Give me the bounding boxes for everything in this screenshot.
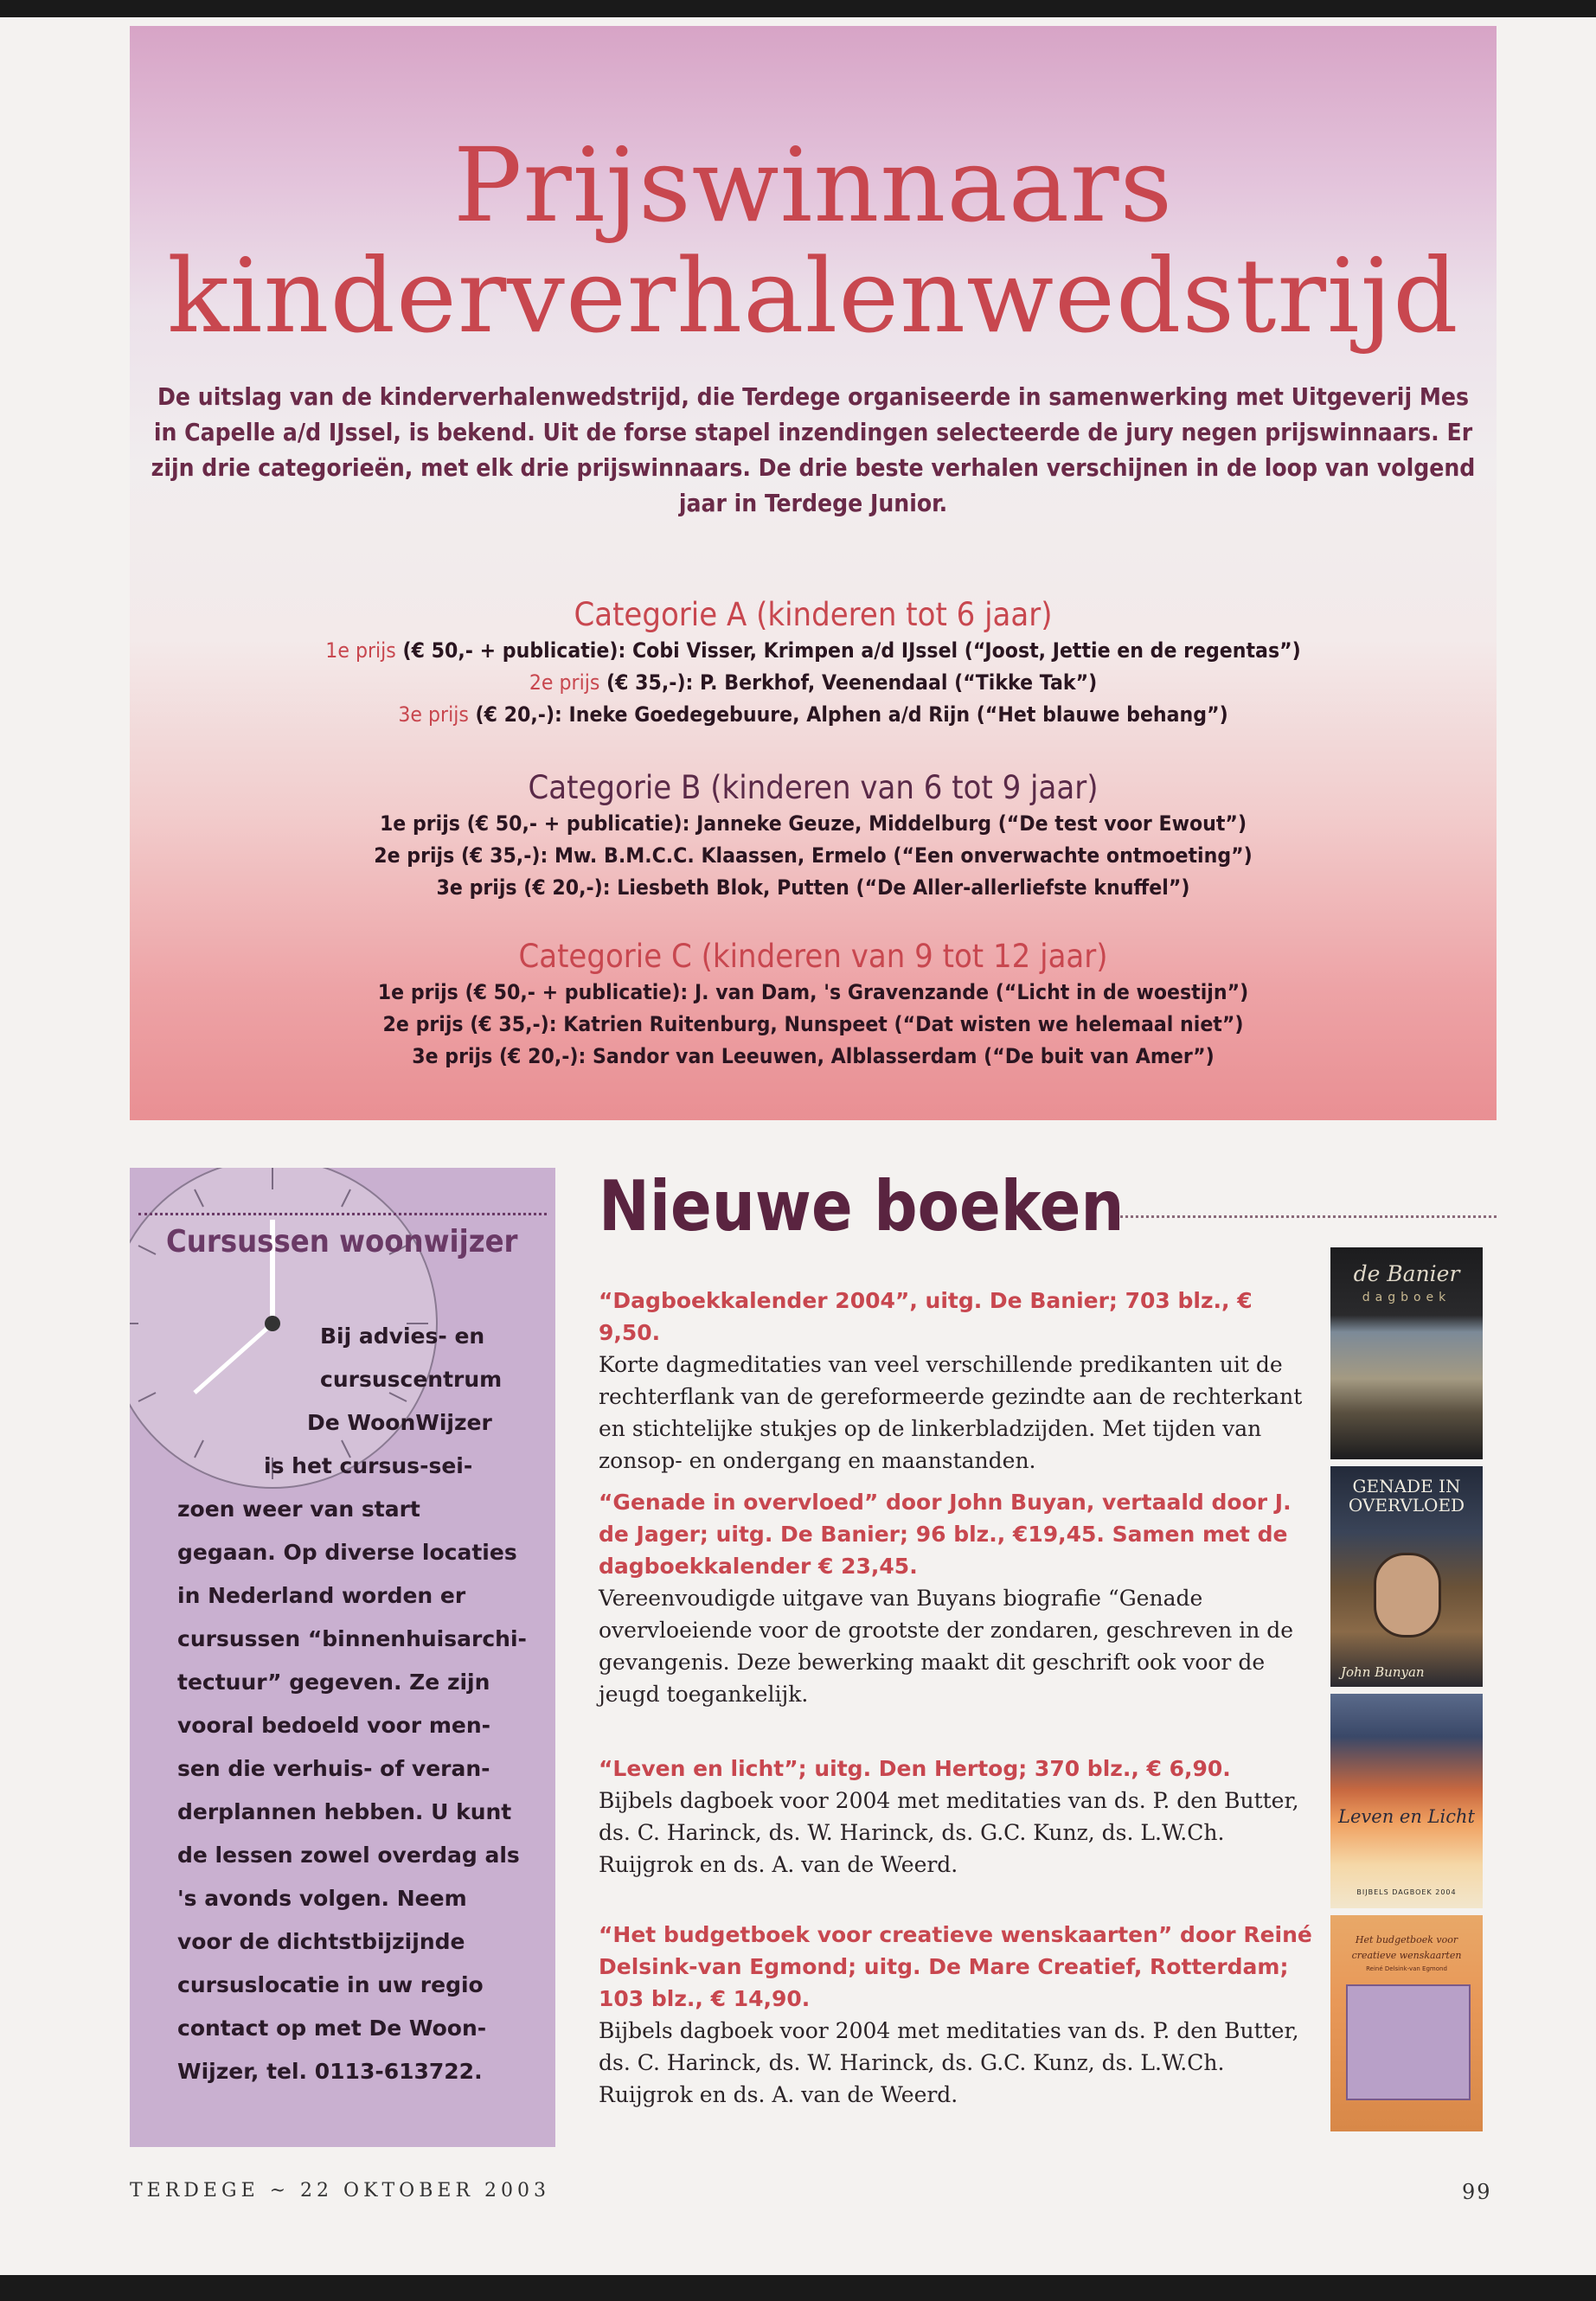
cover-title: GENADE IN: [1352, 1476, 1461, 1497]
prize-line: [184, 699, 1442, 731]
book-cover-genade: [1330, 1466, 1483, 1687]
prize-text: (€ 35,-): Mw. B.M.C.C. Klaassen, Ermelo (“Een onverwachte ontmoeting”): [454, 843, 1253, 868]
prize-line: [184, 1009, 1442, 1041]
category-heading: Categorie A (kinderen tot 6 jaar): [574, 596, 1053, 633]
prize-line: [184, 635, 1442, 667]
footer-publication: TERDEGE ~ 22 OKTOBER 2003: [130, 2180, 550, 2202]
prize-text: (€ 20,-): Liesbeth Blok, Putten (“De Aller-allerliefste knuffel”): [516, 875, 1190, 900]
sidebar-line: cursussen “binnenhuisarchi-: [177, 1626, 527, 1651]
prize-label: 3e prijs: [436, 875, 517, 900]
sidebar-line: sen die verhuis- of veran-: [177, 1756, 490, 1781]
book-title: “Dagboekkalender 2004”, uitg. De Banier; 703 blz., € 9,50.: [599, 1288, 1253, 1345]
prize-label: 1e prijs: [325, 638, 396, 663]
sidebar-line: cursuslocatie in uw regio: [177, 1972, 484, 1997]
sidebar-dotted-rule: [138, 1213, 547, 1215]
prize-label: 3e prijs: [398, 702, 469, 727]
bottom-border: [0, 2275, 1596, 2301]
cover-subtitle: dagboek: [1362, 1291, 1452, 1304]
sidebar-line: Bij advies- en: [320, 1324, 485, 1349]
prize-label: 3e prijs: [412, 1044, 493, 1068]
books-dotted-rule: [1120, 1215, 1497, 1218]
prize-text: (€ 50,- + publicatie): Cobi Visser, Krimpen a/d IJssel (“Joost, Jettie en de regentas”): [395, 638, 1301, 663]
sidebar-line: voor de dichtstbijzijnde: [177, 1929, 465, 1954]
prize-line: [184, 872, 1442, 904]
sidebar-line: vooral bedoeld voor men-: [177, 1713, 491, 1738]
books-heading: Nieuwe boeken: [599, 1166, 1125, 1247]
sidebar-line: is het cursus-sei-: [264, 1453, 473, 1478]
cover-title: Leven en Licht: [1338, 1806, 1475, 1827]
prize-label: 2e prijs: [374, 843, 455, 868]
sidebar-line: De WoonWijzer: [307, 1410, 492, 1435]
prize-text: (€ 20,-): Sandor van Leeuwen, Alblasserdam (“De buit van Amer”): [492, 1044, 1215, 1068]
sidebar-line: in Nederland worden er: [177, 1583, 466, 1608]
book-entry: [599, 1753, 1317, 1881]
prize-line: [184, 1041, 1442, 1073]
sidebar-line: derplannen hebben. U kunt: [177, 1799, 512, 1824]
cover-subtitle: BIJBELS DAGBOEK 2004: [1356, 1888, 1457, 1896]
cards-image: [1346, 1984, 1471, 2100]
cover-title: Het budgetboek voor: [1355, 1934, 1458, 1945]
book-description: Korte dagmeditaties van veel verschillende predikanten uit de rechterflank van de gereformeerde gezindte aan de rechterkant en stichtelijke stukjes op de linkerbladzijden. Met tijden van zonsop- en ondergang en maanstanden.: [599, 1352, 1303, 1473]
prize-text: (€ 50,- + publicatie): Janneke Geuze, Middelburg (“De test voor Ewout”): [459, 811, 1247, 836]
sidebar-line: de lessen zowel overdag als: [177, 1843, 520, 1868]
prize-line: [184, 667, 1442, 699]
page-title: [130, 125, 1497, 356]
sidebar-line: gegaan. Op diverse locaties: [177, 1540, 517, 1565]
book-entry: [599, 1486, 1317, 1710]
book-description: Bijbels dagboek voor 2004 met meditaties van ds. P. den Butter, ds. C. Harinck, ds. W. Harinck, ds. G.C. Kunz, ds. L.W.Ch. Ruijgrok en ds. A. van de Weerd.: [599, 2018, 1299, 2107]
book-entry: [599, 1285, 1317, 1477]
prize-label: 1e prijs: [377, 980, 458, 1004]
sidebar-line: zoen weer van start: [177, 1497, 420, 1522]
intro-paragraph: De uitslag van de kinderverhalenwedstrijd, die Terdege organiseerde in samenwerking met Uitgeverij Mes in Capelle a/d IJssel, is bekend. Uit de forse stapel inzendingen selecteerde de jury negen prijswinnaars. Er zijn drie categorieën, met elk drie prijswinnaars. De drie beste verhalen verschijnen in de loop van volgend jaar in Terdege Junior.: [151, 382, 1476, 517]
sidebar-line: 's avonds volgen. Neem: [177, 1886, 467, 1911]
sidebar-line: tectuur” gegeven. Ze zijn: [177, 1670, 490, 1695]
book-title: “Genade in overvloed” door John Buyan, vertaald door J. de Jager; uitg. De Banier; 96 blz., €19,45. Samen met de dagboekkalender € 23,45.: [599, 1490, 1292, 1579]
prize-label: 2e prijs: [529, 670, 600, 695]
category-c: [130, 937, 1497, 1073]
sidebar-title: Cursussen woonwijzer: [166, 1224, 518, 1259]
sidebar-body: [177, 1315, 541, 2093]
title-line-1: Prijswinnaars: [452, 125, 1174, 245]
prize-text: (€ 20,-): Ineke Goedegebuure, Alphen a/d Rijn (“Het blauwe behang”): [468, 702, 1228, 727]
category-b: [130, 768, 1497, 904]
prize-line: [184, 977, 1442, 1009]
prize-text: (€ 35,-): Katrien Ruitenburg, Nunspeet (“Dat wisten we helemaal niet”): [463, 1012, 1244, 1036]
prize-line: [184, 808, 1442, 840]
prize-line: [184, 840, 1442, 872]
sidebar-line: Wijzer, tel. 0113-613722.: [177, 2059, 483, 2084]
prize-text: (€ 50,- + publicatie): J. van Dam, 's Gravenzande (“Licht in de woestijn”): [458, 980, 1249, 1004]
page-number: 99: [1462, 2180, 1492, 2204]
book-title: “Het budgetboek voor creatieve wenskaarten” door Reiné Delsink-van Egmond; uitg. De Mare Creatief, Rotterdam; 103 blz., € 14,90.: [599, 1922, 1312, 2011]
cover-author: John Bunyan: [1341, 1664, 1425, 1680]
cover-author: Reiné Delsink-van Egmond: [1366, 1965, 1447, 1972]
book-cover-dagboekkalender: [1330, 1247, 1483, 1459]
sidebar-line: contact op met De Woon-: [177, 2016, 487, 2041]
prize-label: 2e prijs: [382, 1012, 464, 1036]
prize-text: (€ 35,-): P. Berkhof, Veenendaal (“Tikke Tak”): [599, 670, 1098, 695]
category-heading: Categorie C (kinderen van 9 tot 12 jaar): [518, 938, 1108, 975]
sidebar-line: cursuscentrum: [320, 1367, 503, 1392]
book-description: Bijbels dagboek voor 2004 met meditaties van ds. P. den Butter, ds. C. Harinck, ds. W. Harinck, ds. G.C. Kunz, ds. L.W.Ch. Ruijgrok en ds. A. van de Weerd.: [599, 1788, 1299, 1877]
cover-title: de Banier: [1353, 1261, 1460, 1286]
category-a: [130, 595, 1497, 731]
category-heading: Categorie B (kinderen van 6 tot 9 jaar): [528, 769, 1099, 806]
woonwijzer-sidebar: [130, 1168, 555, 2147]
cover-title-2: OVERVLOED: [1348, 1495, 1465, 1516]
title-line-2: kinderverhalenwedstrijd: [167, 236, 1459, 356]
book-entry: [599, 1919, 1317, 2111]
book-description: Vereenvoudigde uitgave van Buyans biografie “Genade overvloeiende voor de grootste der zondaren, geschreven in de gevangenis. Deze bewerking maakt dit geschrift ook voor de jeugd toegankelijk.: [599, 1586, 1294, 1707]
portrait-image: [1374, 1553, 1441, 1638]
top-border: [0, 0, 1596, 17]
book-title: “Leven en licht”; uitg. Den Hertog; 370 blz., € 6,90.: [599, 1756, 1231, 1781]
prize-label: 1e prijs: [379, 811, 460, 836]
book-cover-budgetboek: [1330, 1915, 1483, 2131]
cover-title-2: creatieve wenskaarten: [1351, 1950, 1462, 1961]
book-cover-leven-en-licht: [1330, 1694, 1483, 1908]
